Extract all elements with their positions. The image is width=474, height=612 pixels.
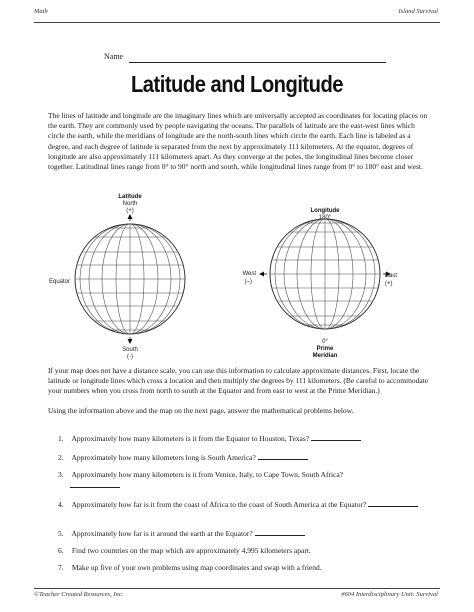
question-text: Approximately how far is it from the coast of Africa to the coast of South America at the Equator? bbox=[71, 500, 367, 509]
question-text: Approximately how many kilometers is it from Venice, Italy, to Cape Town, South Africa? bbox=[71, 470, 344, 479]
latitude-south: South bbox=[122, 347, 138, 353]
question-5 bbox=[58, 528, 428, 539]
prime-label: Prime bbox=[316, 346, 334, 352]
east-sign: (+) bbox=[385, 281, 393, 287]
question-2 bbox=[58, 452, 428, 463]
question-number: 4. bbox=[58, 500, 64, 509]
header-subject: Math bbox=[34, 8, 48, 15]
name-label: Name bbox=[104, 52, 124, 61]
latitude-south-sign: (-) bbox=[127, 354, 133, 360]
latitude-north: North bbox=[122, 201, 138, 207]
globe-diagram bbox=[48, 194, 410, 364]
south-arrow-icon bbox=[128, 339, 133, 344]
question-text: Approximately how many kilometers long is South America? bbox=[71, 453, 256, 462]
intro-paragraph: The lines of latitude and longitude are the imaginary lines which are universally accepted as coordinates for locating places on the earth. They are commonly used by people navigating the oceans. The parallels of latitude are the east-west lines which circle the earth, while the meridians of longitude are the north-south lines which circle the earth. Each line is labeled as a degree, and each degree of latitude is separated from the next by approximately 111 kilometers. At the equator, degrees of longitude are also approximately 111 kilometers apart. As they converge at the poles, the longitudinal lines become closer together. Latitudinal lines range from 0° to 90° north and south, while longitudinal lines range from 0° to 180° east and west. bbox=[48, 111, 428, 172]
meridian-label: Meridian bbox=[312, 353, 338, 359]
question-text: Approximately how many kilometers is it from the Equator to Houston, Texas? bbox=[71, 434, 310, 443]
north-arrow-icon bbox=[128, 214, 133, 219]
distance-instructions: If your map does not have a distance scale, you can use this information to calculate approximate distances. First, locate the latitude or longitude lines which cross a location and then multiply the degrees by 111 kilometers. (Be careful to accommodate your numbers when you cross from north to south at the Equator and from east to west at the Prime Meridian.) bbox=[48, 366, 429, 396]
question-number: 5. bbox=[58, 529, 64, 538]
answer-blank[interactable] bbox=[311, 433, 361, 441]
header-rule bbox=[34, 22, 440, 23]
answer-blank[interactable] bbox=[70, 480, 120, 488]
question-number: 2. bbox=[58, 453, 64, 462]
question-number: 3. bbox=[58, 470, 64, 479]
latitude-title: Latitude bbox=[118, 194, 142, 200]
question-3 bbox=[58, 470, 428, 491]
question-number: 1. bbox=[58, 434, 64, 443]
page-title: Latitude and Longitude bbox=[130, 71, 344, 97]
answer-blank[interactable] bbox=[368, 499, 418, 507]
footer-copyright: ©Teacher Created Resources, Inc. bbox=[34, 591, 124, 598]
question-7 bbox=[58, 563, 428, 573]
name-line bbox=[129, 62, 386, 63]
header-unit: Island Survival bbox=[398, 8, 438, 15]
west-label: West bbox=[242, 271, 256, 277]
latitude-globe bbox=[49, 194, 185, 360]
west-arrow-icon bbox=[259, 272, 264, 277]
longitude-globe bbox=[242, 208, 397, 359]
question-4 bbox=[58, 499, 428, 510]
footer-rule bbox=[34, 588, 440, 589]
west-sign: (–) bbox=[244, 279, 252, 285]
longitude-title: Longitude bbox=[310, 208, 340, 214]
longitude-180: 180° bbox=[318, 215, 332, 221]
answer-blank[interactable] bbox=[255, 528, 305, 536]
footer-unit: #604 Interdisciplinary Unit: Survival bbox=[341, 591, 438, 598]
longitude-zero: 0° bbox=[322, 339, 328, 345]
question-6 bbox=[58, 546, 428, 556]
question-text: Find two countries on the map which are approximately 4,995 kilometers apart. bbox=[71, 546, 311, 555]
east-label: East bbox=[385, 273, 398, 279]
question-number: 7. bbox=[58, 563, 64, 572]
question-1 bbox=[58, 433, 428, 444]
using-instructions: Using the information above and the map on the next page, answer the mathematical problems below. bbox=[48, 406, 354, 415]
latitude-north-sign: (+) bbox=[126, 208, 134, 214]
question-number: 6. bbox=[58, 546, 64, 555]
equator-label: Equator bbox=[48, 279, 70, 285]
question-text: Approximately how far is it around the earth at the Equator? bbox=[71, 529, 253, 538]
question-text: Make up five of your own problems using map coordinates and swap with a friend. bbox=[71, 563, 322, 572]
answer-blank[interactable] bbox=[258, 452, 308, 460]
